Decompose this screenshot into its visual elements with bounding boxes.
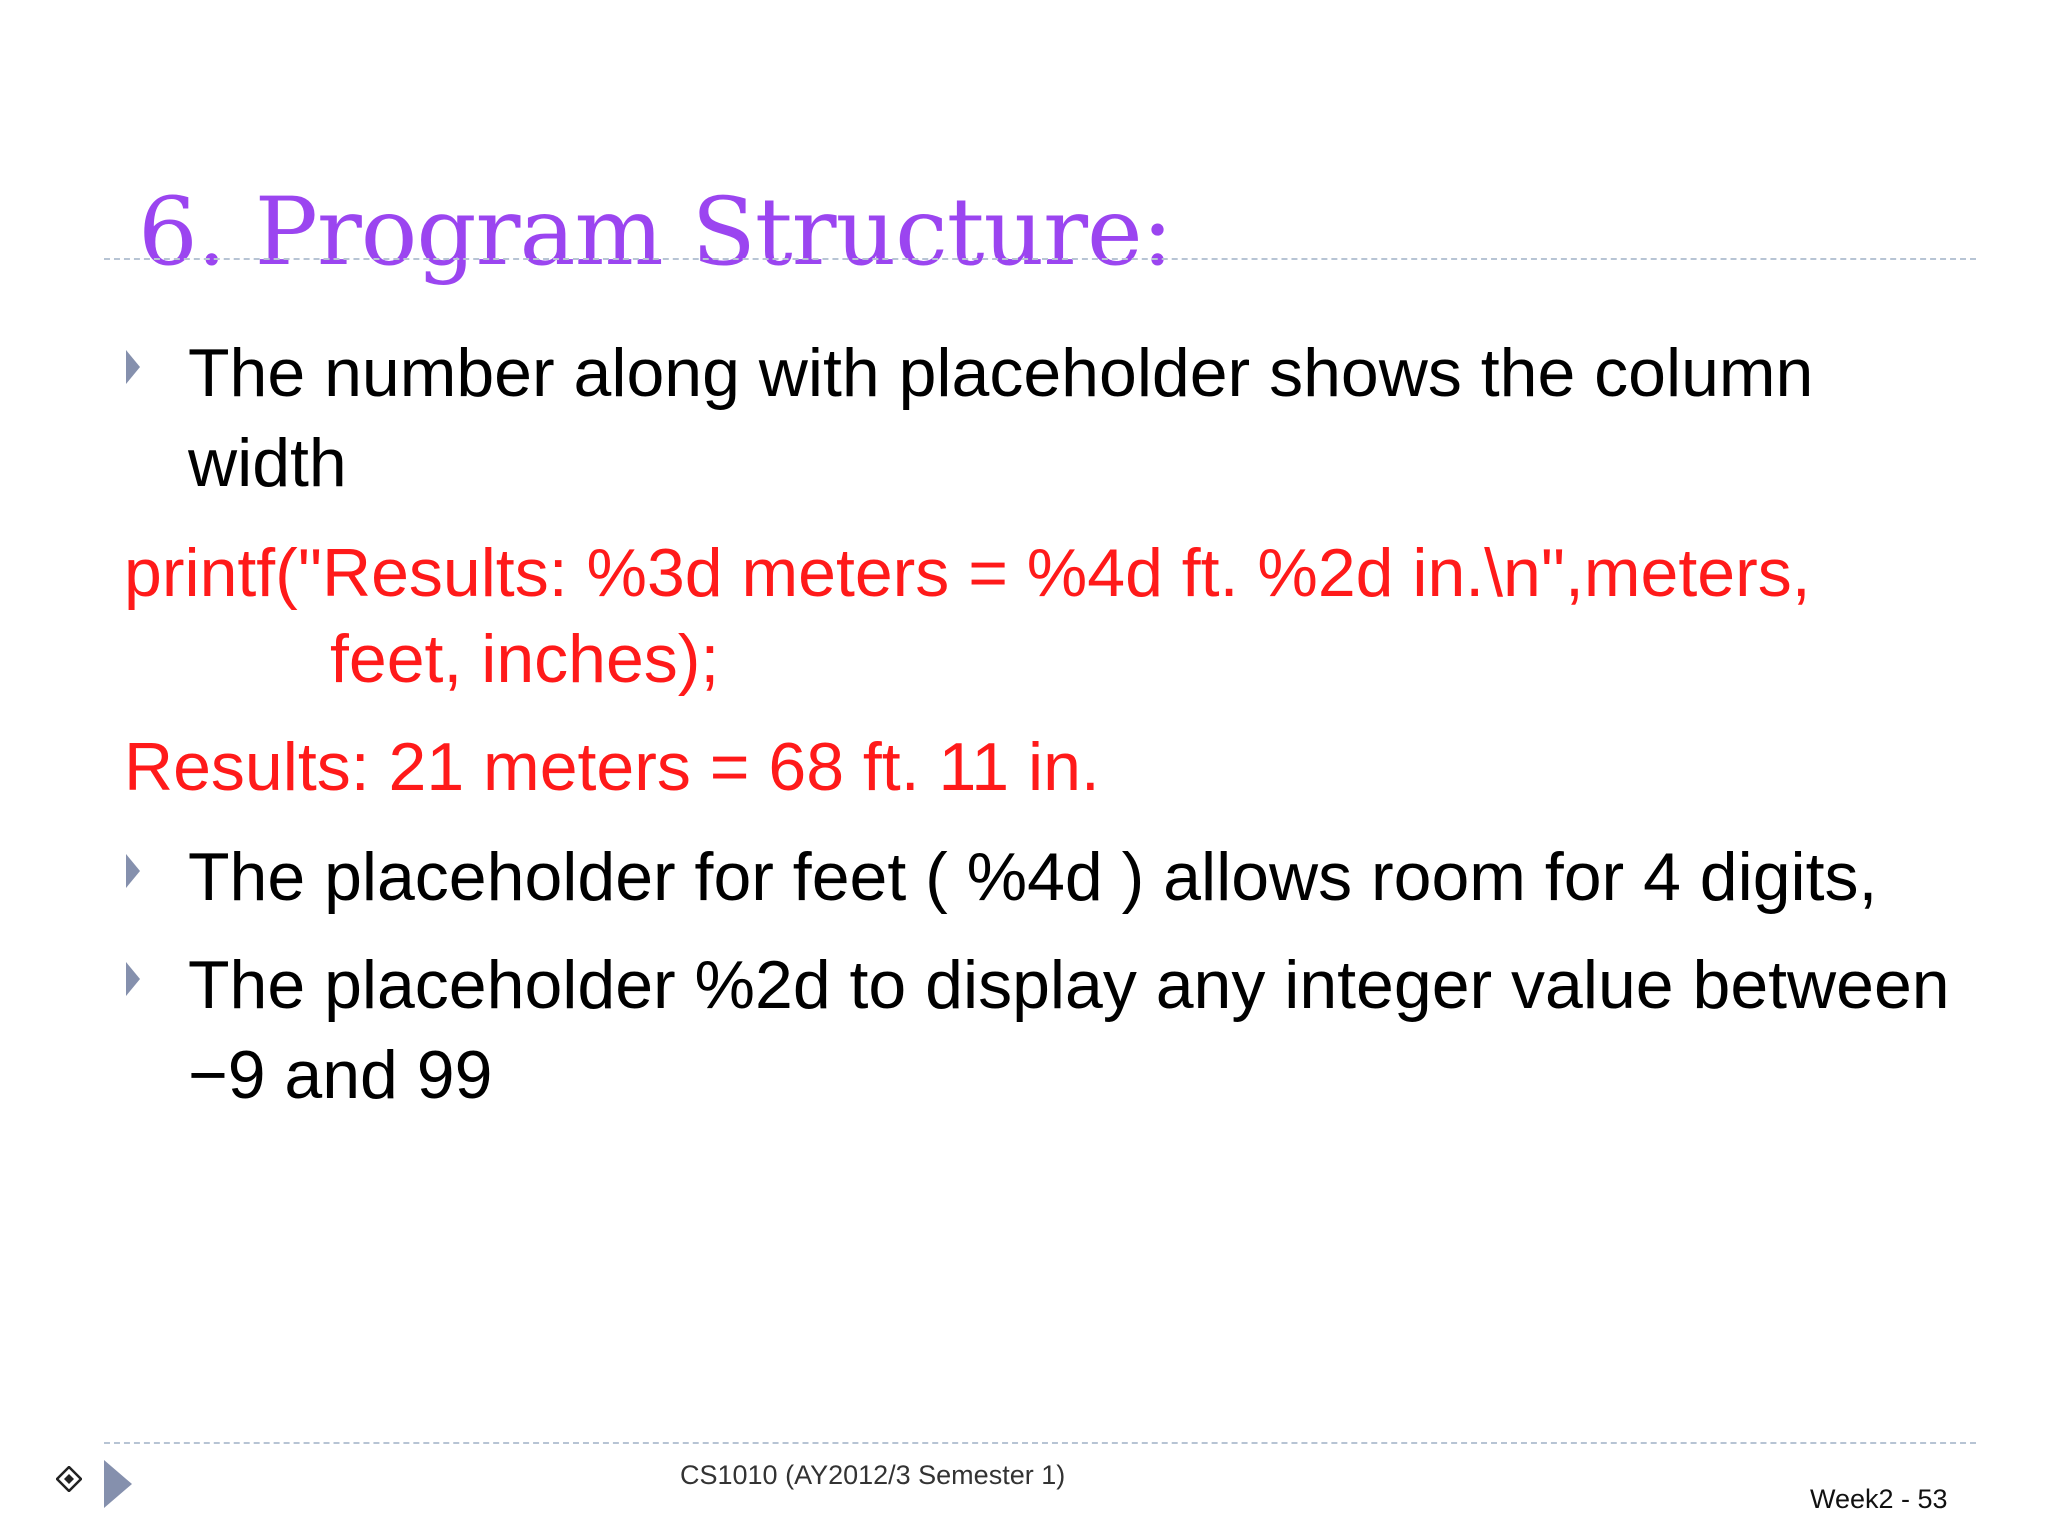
bullet-item	[126, 832, 1986, 922]
program-output: Results: 21 meters = 68 ft. 11 in.	[124, 729, 1100, 805]
code-line-continuation: feet, inches);	[330, 621, 720, 697]
slide-title: 6. Program Structure:	[138, 178, 1173, 287]
bullet-text: The number along with placeholder shows the column width	[188, 335, 1814, 501]
bullet-arrow-icon	[126, 350, 140, 384]
footer-course: CS1010 (AY2012/3 Semester 1)	[680, 1460, 1066, 1490]
diamond-nav-icon[interactable]	[56, 1466, 82, 1492]
bullet-arrow-icon	[126, 854, 140, 888]
next-slide-arrow-icon[interactable]	[104, 1460, 132, 1508]
title-divider	[104, 258, 1976, 260]
bullet-arrow-icon	[126, 962, 140, 996]
footer-divider	[104, 1442, 1976, 1444]
slide-number: Week2 - 53	[1810, 1484, 1948, 1514]
bullet-item	[126, 328, 1986, 508]
code-line: printf("Results: %3d meters = %4d ft. %2d in.\n",meters,	[124, 535, 1811, 611]
bullet-item	[126, 940, 1986, 1120]
bullet-text: The placeholder for feet ( %4d ) allows room for 4 digits,	[188, 839, 1878, 915]
bullet-text: The placeholder %2d to display any integer value between −9 and 99	[188, 947, 1950, 1113]
